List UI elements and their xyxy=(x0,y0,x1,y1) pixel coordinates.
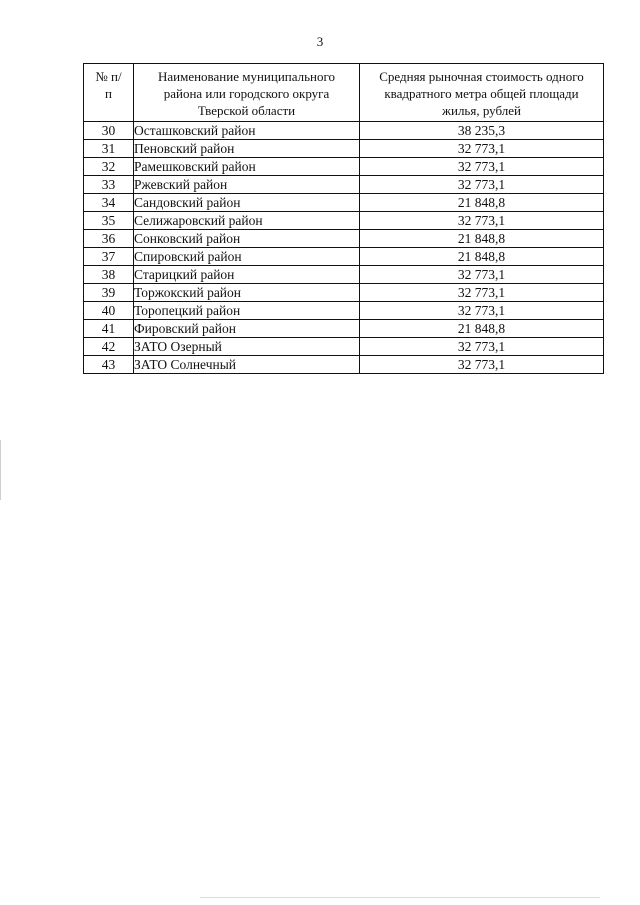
row-municipality-name: Торжокский район xyxy=(134,284,360,302)
scan-bottom-mark xyxy=(200,897,600,898)
row-price: 38 235,3 xyxy=(360,122,604,140)
housing-price-table xyxy=(83,63,604,374)
header-municipality-name xyxy=(134,64,360,122)
table-body xyxy=(84,122,604,374)
row-number: 34 xyxy=(84,194,134,212)
row-municipality-name: Рамешковский район xyxy=(134,158,360,176)
header-price xyxy=(360,64,604,122)
header-number xyxy=(84,64,134,122)
row-number: 39 xyxy=(84,284,134,302)
row-number: 35 xyxy=(84,212,134,230)
row-municipality-name: Ржевский район xyxy=(134,176,360,194)
row-number: 42 xyxy=(84,338,134,356)
row-municipality-name: Фировский район xyxy=(134,320,360,338)
table-row xyxy=(84,194,604,212)
row-municipality-name: Селижаровский район xyxy=(134,212,360,230)
row-municipality-name: Торопецкий район xyxy=(134,302,360,320)
scan-edge-mark xyxy=(0,440,1,500)
row-price: 32 773,1 xyxy=(360,356,604,374)
row-price: 32 773,1 xyxy=(360,266,604,284)
row-number: 37 xyxy=(84,248,134,266)
table-row xyxy=(84,338,604,356)
row-municipality-name: Осташковский район xyxy=(134,122,360,140)
table-row xyxy=(84,266,604,284)
row-municipality-name: Сонковский район xyxy=(134,230,360,248)
row-municipality-name: Пеновский район xyxy=(134,140,360,158)
row-number: 43 xyxy=(84,356,134,374)
row-number: 41 xyxy=(84,320,134,338)
header-number-label: № п/п xyxy=(95,69,122,101)
table-header xyxy=(84,64,604,122)
row-municipality-name: Спировский район xyxy=(134,248,360,266)
row-number: 38 xyxy=(84,266,134,284)
row-price: 21 848,8 xyxy=(360,320,604,338)
row-price: 32 773,1 xyxy=(360,140,604,158)
table-row xyxy=(84,122,604,140)
table-row xyxy=(84,212,604,230)
table-row xyxy=(84,140,604,158)
row-municipality-name: Старицкий район xyxy=(134,266,360,284)
table-row xyxy=(84,356,604,374)
row-price: 21 848,8 xyxy=(360,194,604,212)
table-row xyxy=(84,248,604,266)
row-price: 21 848,8 xyxy=(360,248,604,266)
row-number: 32 xyxy=(84,158,134,176)
row-price: 32 773,1 xyxy=(360,338,604,356)
row-number: 30 xyxy=(84,122,134,140)
row-price: 32 773,1 xyxy=(360,158,604,176)
row-number: 33 xyxy=(84,176,134,194)
row-municipality-name: Сандовский район xyxy=(134,194,360,212)
row-municipality-name: ЗАТО Озерный xyxy=(134,338,360,356)
row-price: 32 773,1 xyxy=(360,284,604,302)
header-municipality-name-label: Наименование муниципального района или городского округа Тверской области xyxy=(157,69,336,118)
row-number: 36 xyxy=(84,230,134,248)
row-number: 31 xyxy=(84,140,134,158)
row-price: 21 848,8 xyxy=(360,230,604,248)
header-price-label: Средняя рыночная стоимость одного квадратного метра общей площади жилья, рублей xyxy=(379,69,584,118)
table-header-row xyxy=(84,64,604,122)
row-municipality-name: ЗАТО Солнечный xyxy=(134,356,360,374)
row-price: 32 773,1 xyxy=(360,176,604,194)
row-number: 40 xyxy=(84,302,134,320)
table-row xyxy=(84,176,604,194)
table-row xyxy=(84,284,604,302)
table-row xyxy=(84,230,604,248)
table-row xyxy=(84,302,604,320)
row-price: 32 773,1 xyxy=(360,302,604,320)
table-row xyxy=(84,158,604,176)
row-price: 32 773,1 xyxy=(360,212,604,230)
table-row xyxy=(84,320,604,338)
page-number: 3 xyxy=(316,34,324,49)
